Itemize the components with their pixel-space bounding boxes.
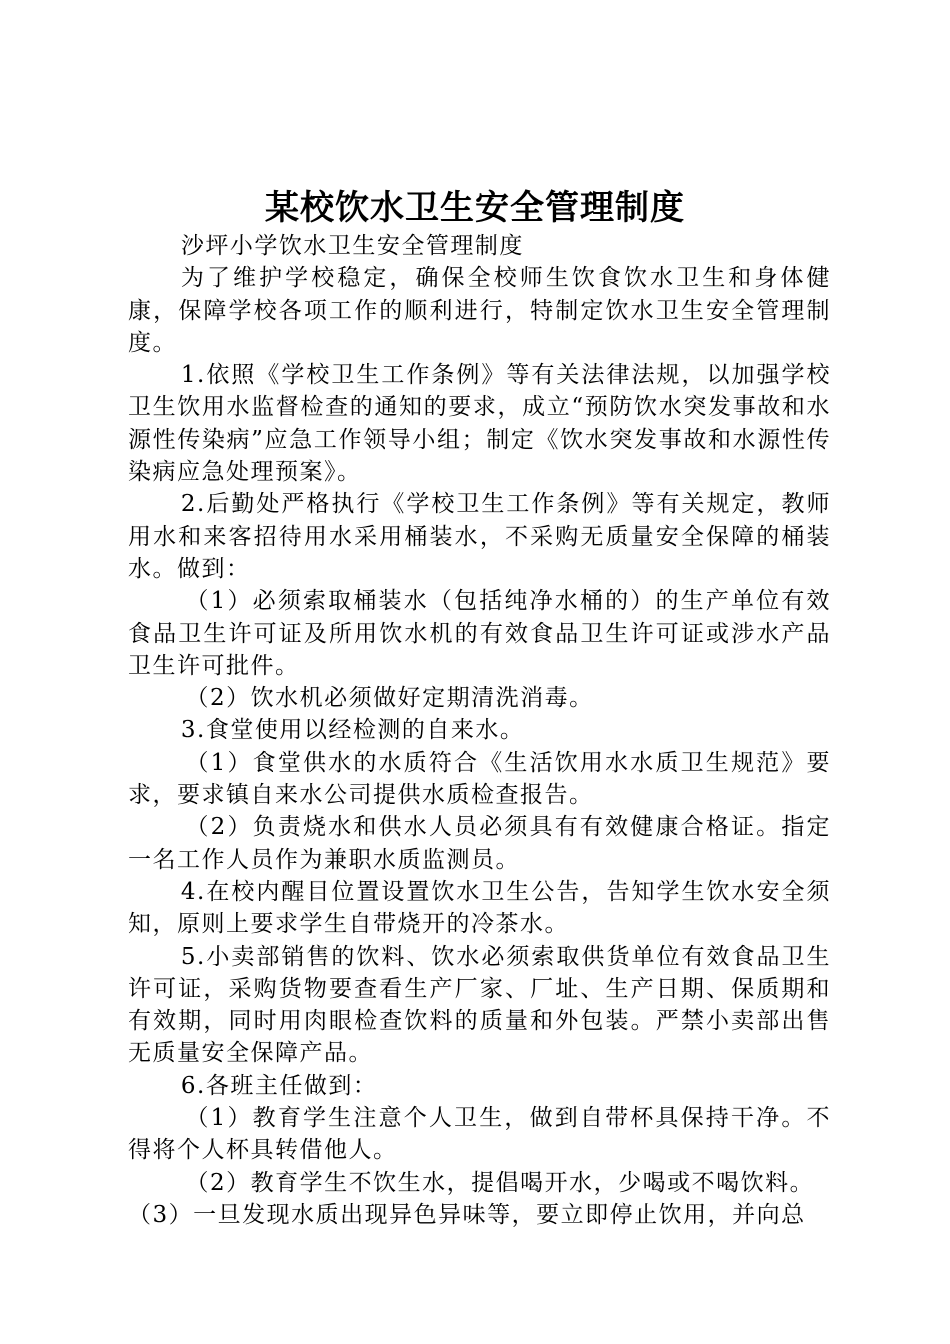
paragraph-item-6-sub-3: （3）一旦发现水质出现异色异味等，要立即停止饮用，并向总 xyxy=(128,1201,806,1228)
paragraph-item-3-sub-2: （2）负责烧水和供水人员必须具有有效健康合格证。指定一名工作人员作为兼职水质监测员。 xyxy=(128,814,831,873)
paragraph-intro: 为了维护学校稳定，确保全校师生饮食饮水卫生和身体健康，保障学校各项工作的顺利进行，特制定饮水卫生安全管理制度。 xyxy=(128,265,831,356)
paragraph-item-3-sub-1: （1）食堂供水的水质符合《生活饮用水水质卫生规范》要求，要求镇自来水公司提供水质检查报告。 xyxy=(128,749,831,809)
paragraph-subtitle: 沙坪小学饮水卫生安全管理制度 xyxy=(180,233,524,259)
paragraph-item-2: 2.后勤处严格执行《学校卫生工作条例》等有关规定，教师用水和来客招待用水采用桶装水，不采购无质量安全保障的桶装水。做到： xyxy=(128,491,831,582)
paragraph-item-4: 4.在校内醒目位置设置饮水卫生公告，告知学生饮水安全须知，原则上要求学生自带烧开的冷茶水。 xyxy=(128,878,831,938)
paragraph-item-2-sub-1: （1）必须索取桶装水（包括纯净水桶的）的生产单位有效食品卫生许可证及所用饮水机的有效食品卫生许可证或涉水产品卫生许可批件。 xyxy=(128,588,831,679)
paragraph-item-6-sub-1: （1）教育学生注意个人卫生，做到自带杯具保持干净。不得将个人杯具转借他人。 xyxy=(128,1105,831,1164)
paragraph-item-5: 5.小卖部销售的饮料、饮水必须索取供货单位有效食品卫生许可证，采购货物要查看生产厂家、厂址、生产日期、保质期和有效期，同时用肉眼检查饮料的质量和外包装。严禁小卖部出售无质量安全保障产品。 xyxy=(128,943,831,1067)
document-body xyxy=(128,230,831,1231)
paragraph-item-6-sub-2: （2）教育学生不饮生水，提倡喝开水，少喝或不喝饮料。 xyxy=(185,1169,815,1196)
paragraph-item-6: 6.各班主任做到： xyxy=(180,1072,378,1099)
paragraph-item-2-sub-2: （2）饮水机必须做好定期清洗消毒。 xyxy=(185,685,594,712)
paragraph-item-1: 1.依照《学校卫生工作条例》等有关法律法规，以加强学校卫生饮用水监督检查的通知的要求，成立“预防饮水突发事故和水源性传染病”应急工作领导小组；制定《饮水突发事故和水源性传染病应急处理预案》。 xyxy=(128,362,831,486)
paragraph-item-3: 3.食堂使用以经检测的自来水。 xyxy=(180,717,525,744)
document-title: 某校饮水卫生安全管理制度 xyxy=(265,188,685,228)
